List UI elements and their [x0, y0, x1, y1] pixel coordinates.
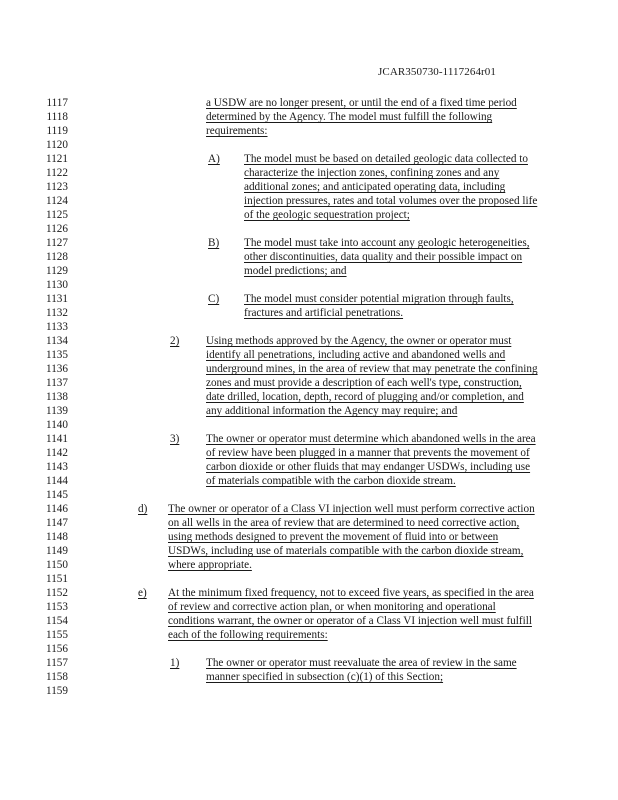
line-number: 1117	[46, 97, 68, 109]
line-number: 1135	[46, 349, 68, 361]
document-line	[20, 460, 600, 474]
document-line	[20, 586, 600, 600]
line-text: At the minimum fixed frequency, not to exceed five years, as specified in the area	[168, 587, 534, 599]
document-line	[20, 292, 600, 306]
document-line	[20, 600, 600, 614]
line-text: zones and must provide a description of each well's type, construction,	[206, 377, 522, 389]
line-text: The model must consider potential migration through faults,	[244, 293, 514, 305]
line-number: 1121	[46, 153, 68, 165]
line-number: 1130	[46, 279, 68, 291]
line-number: 1129	[46, 265, 68, 277]
line-number: 1144	[46, 475, 68, 487]
document-line	[20, 474, 600, 488]
line-text: underground mines, in the area of review that may penetrate the confining	[206, 363, 538, 375]
document-line	[20, 334, 600, 348]
document-line	[20, 264, 600, 278]
line-number: 1122	[46, 167, 68, 179]
subsection-label: d)	[138, 503, 148, 515]
line-number: 1123	[46, 181, 68, 193]
document-line	[20, 684, 600, 698]
subsection-label: 3)	[170, 433, 180, 445]
subsection-label: e)	[138, 587, 147, 599]
line-number: 1147	[46, 517, 68, 529]
line-text: of review have been plugged in a manner that prevents the movement of	[206, 447, 530, 459]
line-number: 1138	[46, 391, 68, 403]
document-line	[20, 110, 600, 124]
document-line	[20, 96, 600, 110]
document-line	[20, 446, 600, 460]
document-line	[20, 530, 600, 544]
line-number: 1158	[46, 671, 68, 683]
line-text: USDWs, including use of materials compatible with the carbon dioxide stream,	[168, 545, 524, 557]
document-line	[20, 544, 600, 558]
line-text: carbon dioxide or other fluids that may endanger USDWs, including use	[206, 461, 531, 473]
line-number: 1126	[46, 223, 68, 235]
line-text: of materials compatible with the carbon dioxide stream.	[206, 475, 456, 487]
line-text: other discontinuities, data quality and their possible impact on	[244, 251, 523, 263]
line-text: identify all penetrations, including active and abandoned wells and	[206, 349, 506, 361]
subsection-label: B)	[208, 237, 220, 249]
line-number: 1118	[46, 111, 68, 123]
line-text: determined by the Agency. The model must fulfill the following	[206, 111, 493, 123]
document-line	[20, 376, 600, 390]
line-number: 1120	[46, 139, 68, 151]
document-id: JCAR350730-1117264r01	[378, 66, 497, 78]
line-text: manner specified in subsection (c)(1) of this Section;	[206, 671, 444, 683]
document-line	[20, 306, 600, 320]
line-number: 1134	[46, 335, 68, 347]
line-number: 1136	[46, 363, 68, 375]
line-number: 1140	[46, 419, 68, 431]
line-text: a USDW are no longer present, or until the end of a fixed time period	[206, 97, 517, 109]
document-line	[20, 166, 600, 180]
document-line	[20, 152, 600, 166]
document-line	[20, 236, 600, 250]
document-line	[20, 124, 600, 138]
line-text: model predictions; and	[244, 265, 347, 277]
document-line	[20, 222, 600, 236]
line-text: date drilled, location, depth, record of plugging and/or completion, and	[206, 391, 524, 403]
document-line	[20, 404, 600, 418]
document-body	[20, 96, 600, 698]
document-line	[20, 628, 600, 642]
line-number: 1127	[46, 237, 68, 249]
line-text: fractures and artificial penetrations.	[244, 307, 404, 319]
document-line	[20, 488, 600, 502]
subsection-label: 1)	[170, 657, 180, 669]
line-number: 1142	[46, 447, 68, 459]
line-number: 1155	[46, 629, 68, 641]
line-text: Using methods approved by the Agency, the owner or operator must	[206, 335, 512, 347]
document-line	[20, 208, 600, 222]
document-line	[20, 180, 600, 194]
line-text: each of the following requirements:	[168, 629, 328, 641]
line-number: 1156	[46, 643, 68, 655]
line-text: injection pressures, rates and total volumes over the proposed life	[244, 195, 538, 207]
line-text: of review and corrective action plan, or when monitoring and operational	[168, 601, 496, 613]
document-line	[20, 656, 600, 670]
line-number: 1131	[46, 293, 68, 305]
document-line	[20, 642, 600, 656]
document-line	[20, 558, 600, 572]
line-number: 1145	[46, 489, 68, 501]
line-text: The owner or operator must reevaluate the area of review in the same	[206, 657, 517, 669]
line-text: on all wells in the area of review that are determined to need corrective action,	[168, 517, 520, 529]
document-line	[20, 348, 600, 362]
line-number: 1153	[46, 601, 68, 613]
line-text: The model must take into account any geologic heterogeneities,	[244, 237, 530, 249]
document-line	[20, 138, 600, 152]
line-number: 1119	[46, 125, 68, 137]
document-line	[20, 362, 600, 376]
subsection-label: A)	[208, 153, 220, 165]
line-number: 1125	[46, 209, 68, 221]
document-line	[20, 432, 600, 446]
line-number: 1133	[46, 321, 68, 333]
line-text: The owner or operator must determine which abandoned wells in the area	[206, 433, 536, 445]
line-number: 1132	[46, 307, 68, 319]
document-line	[20, 418, 600, 432]
document-line	[20, 572, 600, 586]
line-number: 1124	[46, 195, 68, 207]
line-number: 1159	[46, 685, 68, 697]
line-number: 1150	[46, 559, 68, 571]
line-number: 1143	[46, 461, 68, 473]
line-text: conditions warrant, the owner or operator of a Class VI injection well must fulfill	[168, 615, 532, 627]
document-line	[20, 502, 600, 516]
line-text: any additional information the Agency may require; and	[206, 405, 458, 417]
subsection-label: C)	[208, 293, 220, 305]
document-line	[20, 516, 600, 530]
document-line	[20, 670, 600, 684]
document-line	[20, 194, 600, 208]
line-number: 1148	[46, 531, 68, 543]
line-text: where appropriate.	[168, 559, 252, 571]
document-line	[20, 320, 600, 334]
line-text: The owner or operator of a Class VI injection well must perform corrective action	[168, 503, 535, 515]
line-number: 1151	[46, 573, 68, 585]
line-text: characterize the injection zones, confining zones and any	[244, 167, 500, 179]
line-text: requirements:	[206, 125, 268, 137]
subsection-label: 2)	[170, 335, 180, 347]
document-line	[20, 390, 600, 404]
line-number: 1152	[46, 587, 68, 599]
line-number: 1141	[46, 433, 68, 445]
line-number: 1157	[46, 657, 68, 669]
line-text: of the geologic sequestration project;	[244, 209, 410, 221]
line-number: 1149	[46, 545, 68, 557]
document-line	[20, 614, 600, 628]
line-number: 1137	[46, 377, 68, 389]
document-line	[20, 278, 600, 292]
line-text: using methods designed to prevent the movement of fluid into or between	[168, 531, 499, 543]
line-text: The model must be based on detailed geologic data collected to	[244, 153, 528, 165]
document-line	[20, 250, 600, 264]
line-number: 1146	[46, 503, 68, 515]
line-number: 1154	[46, 615, 68, 627]
line-text: additional zones; and anticipated operating data, including	[244, 181, 506, 193]
line-number: 1139	[46, 405, 68, 417]
line-number: 1128	[46, 251, 68, 263]
